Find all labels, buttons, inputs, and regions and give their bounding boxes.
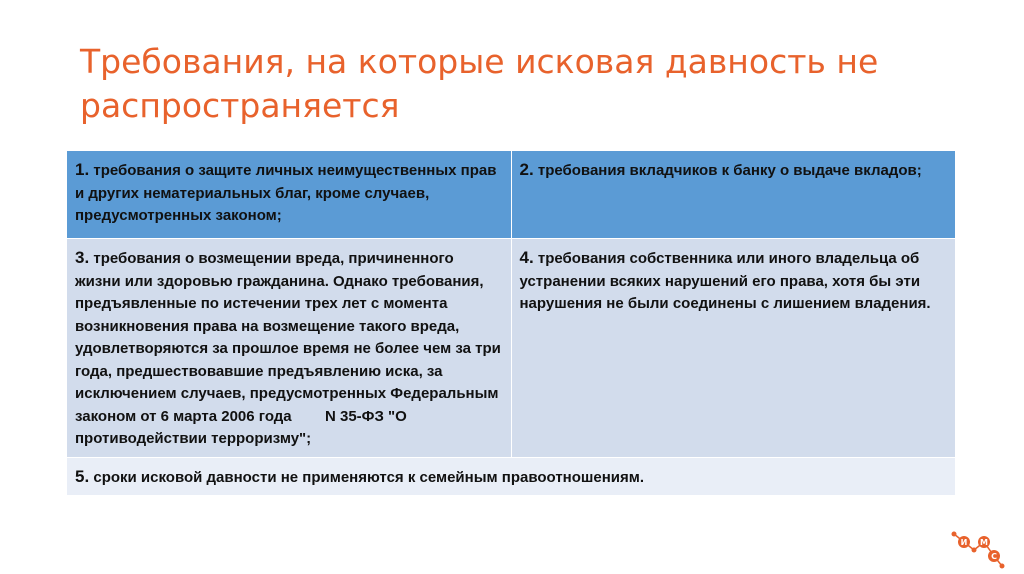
item-number: 4.: [519, 248, 534, 267]
item-text: требования о защите личных неимущественных прав и других нематериальных благ, кроме случаев, предусмотренных законом;: [75, 162, 497, 224]
table-cell: [67, 457, 956, 496]
item-number: 5.: [75, 466, 90, 486]
logo-dot: [972, 548, 977, 553]
table-cell: [511, 239, 956, 458]
table-row: [67, 239, 956, 458]
table-row: [67, 457, 956, 496]
item-text: требования о возмещении вреда, причиненного жизни или здоровью гражданина. Однако требования, предъявленные по истечении трех лет с момента возникновения права на возмещение такого вреда, удовлетворяются за прошлое время не более чем за три года, предшествовавшие предъявлению иска, за исключением случаев, предусмотренных Федеральным законом от 6 марта 2006 года N 35-ФЗ "О противодействии терроризму";: [75, 250, 506, 447]
item-number: 3.: [75, 248, 90, 267]
slide-title: Требования, на которые исковая давность не распространяется: [80, 42, 879, 125]
table-cell: [67, 239, 512, 458]
table-cell: [511, 151, 956, 239]
item-text: требования вкладчиков к банку о выдаче вкладов;: [533, 162, 922, 179]
requirements-table: [66, 150, 956, 496]
table-cell: [67, 151, 512, 239]
logo-letter: С: [991, 552, 997, 561]
logo-letter: М: [980, 538, 988, 547]
item-number: 2.: [519, 160, 534, 179]
item-text: требования собственника или иного владельца об устранении всяких нарушений его права, хотя бы эти нарушения не были соединены с лишением владения.: [519, 250, 931, 312]
ims-logo-icon: [950, 528, 1008, 570]
logo-letter: И: [960, 538, 968, 547]
table-row: [67, 151, 956, 239]
item-text: сроки исковой давности не применяются к семейным правоотношениям.: [89, 468, 645, 486]
logo-dot: [952, 532, 957, 537]
item-number: 1.: [75, 160, 90, 179]
logo-dot: [1000, 564, 1005, 569]
